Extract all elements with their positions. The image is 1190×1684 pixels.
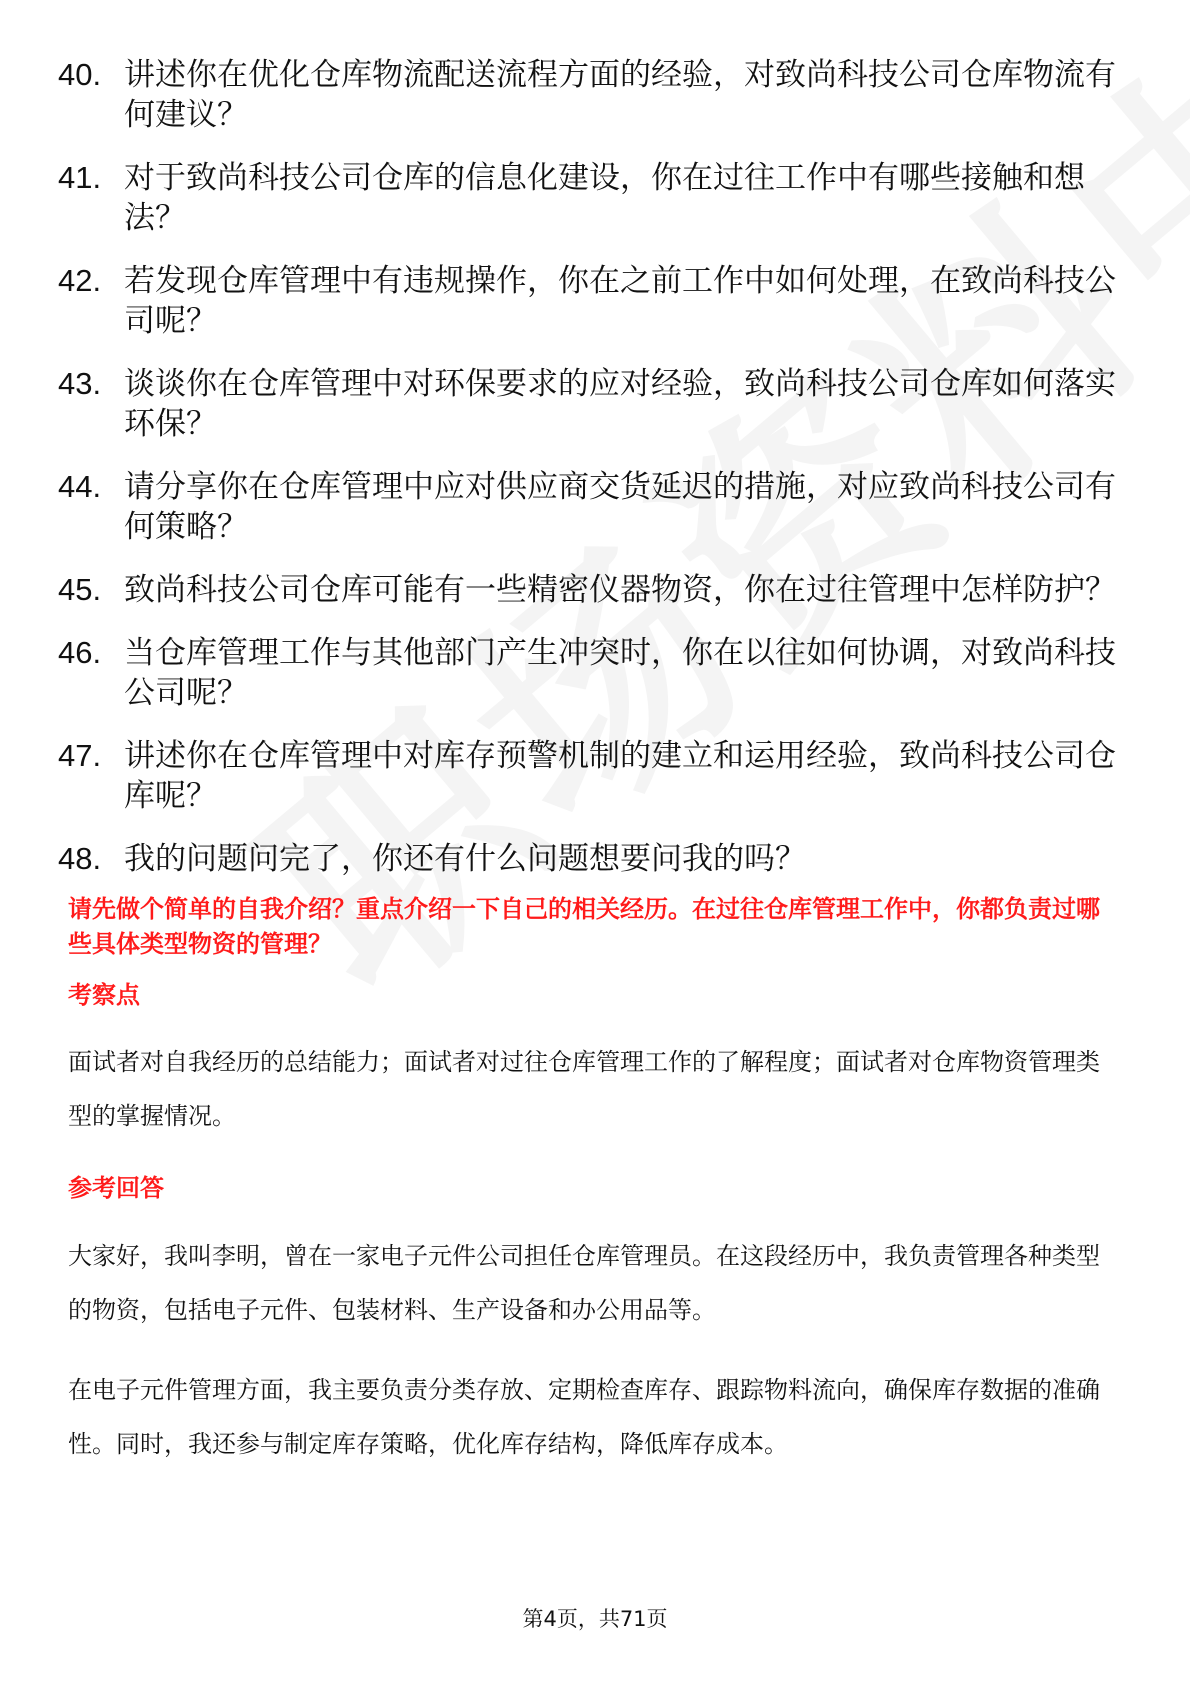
question-item [58, 261, 1118, 341]
answer-paragraph-1: 大家好，我叫李明，曾在一家电子元件公司担任仓库管理员。在这段经历中，我负责管理各种类型的物资，包括电子元件、包装材料、生产设备和办公用品等。 [68, 1242, 1100, 1324]
question-text: 当仓库管理工作与其他部门产生冲突时，你在以往如何协调，对致尚科技公司呢？ [124, 635, 1116, 711]
section-question-heading: 请先做个简单的自我介绍？重点介绍一下自己的相关经历。在过往仓库管理工作中，你都负责过哪些具体类型物资的管理？ [68, 895, 1100, 958]
question-item [58, 839, 1118, 879]
question-list [58, 55, 1118, 902]
question-text: 谈谈你在仓库管理中对环保要求的应对经验，致尚科技公司仓库如何落实环保？ [124, 366, 1116, 442]
question-number: 47. [58, 738, 102, 773]
answer-label: 参考回答 [68, 1174, 164, 1202]
question-item [58, 364, 1118, 444]
focus-text: 面试者对自我经历的总结能力；面试者对过往仓库管理工作的了解程度；面试者对仓库物资管理类型的掌握情况。 [68, 1048, 1100, 1130]
question-text: 若发现仓库管理中有违规操作，你在之前工作中如何处理，在致尚科技公司呢？ [124, 263, 1116, 339]
question-number: 43. [58, 366, 102, 401]
question-item [58, 736, 1118, 816]
question-number: 48. [58, 841, 102, 876]
question-item [58, 55, 1118, 135]
question-number: 41. [58, 160, 102, 195]
answer-paragraph-2: 在电子元件管理方面，我主要负责分类存放、定期检查库存、跟踪物料流向，确保库存数据的准确性。同时，我还参与制定库存策略，优化库存结构，降低库存成本。 [68, 1376, 1100, 1458]
question-item [58, 633, 1118, 713]
focus-label: 考察点 [68, 981, 140, 1009]
question-text: 对于致尚科技公司仓库的信息化建设，你在过往工作中有哪些接触和想法？ [124, 160, 1085, 236]
question-number: 40. [58, 57, 102, 92]
page-footer: 第4页，共71页 [522, 1607, 668, 1631]
question-number: 44. [58, 469, 102, 504]
question-number: 42. [58, 263, 102, 298]
question-item [58, 570, 1118, 610]
question-text: 我的问题问完了，你还有什么问题想要问我的吗？ [124, 841, 806, 877]
question-number: 46. [58, 635, 102, 670]
question-item [58, 467, 1118, 547]
question-text: 讲述你在优化仓库物流配送流程方面的经验，对致尚科技公司仓库物流有何建议？ [124, 57, 1116, 133]
question-text: 讲述你在仓库管理中对库存预警机制的建立和运用经验，致尚科技公司仓库呢？ [124, 738, 1116, 814]
question-text: 致尚科技公司仓库可能有一些精密仪器物资，你在过往管理中怎样防护？ [124, 572, 1116, 608]
question-text: 请分享你在仓库管理中应对供应商交货延迟的措施，对应致尚科技公司有何策略？ [124, 469, 1116, 545]
question-number: 45. [58, 572, 102, 607]
question-item [58, 158, 1118, 238]
